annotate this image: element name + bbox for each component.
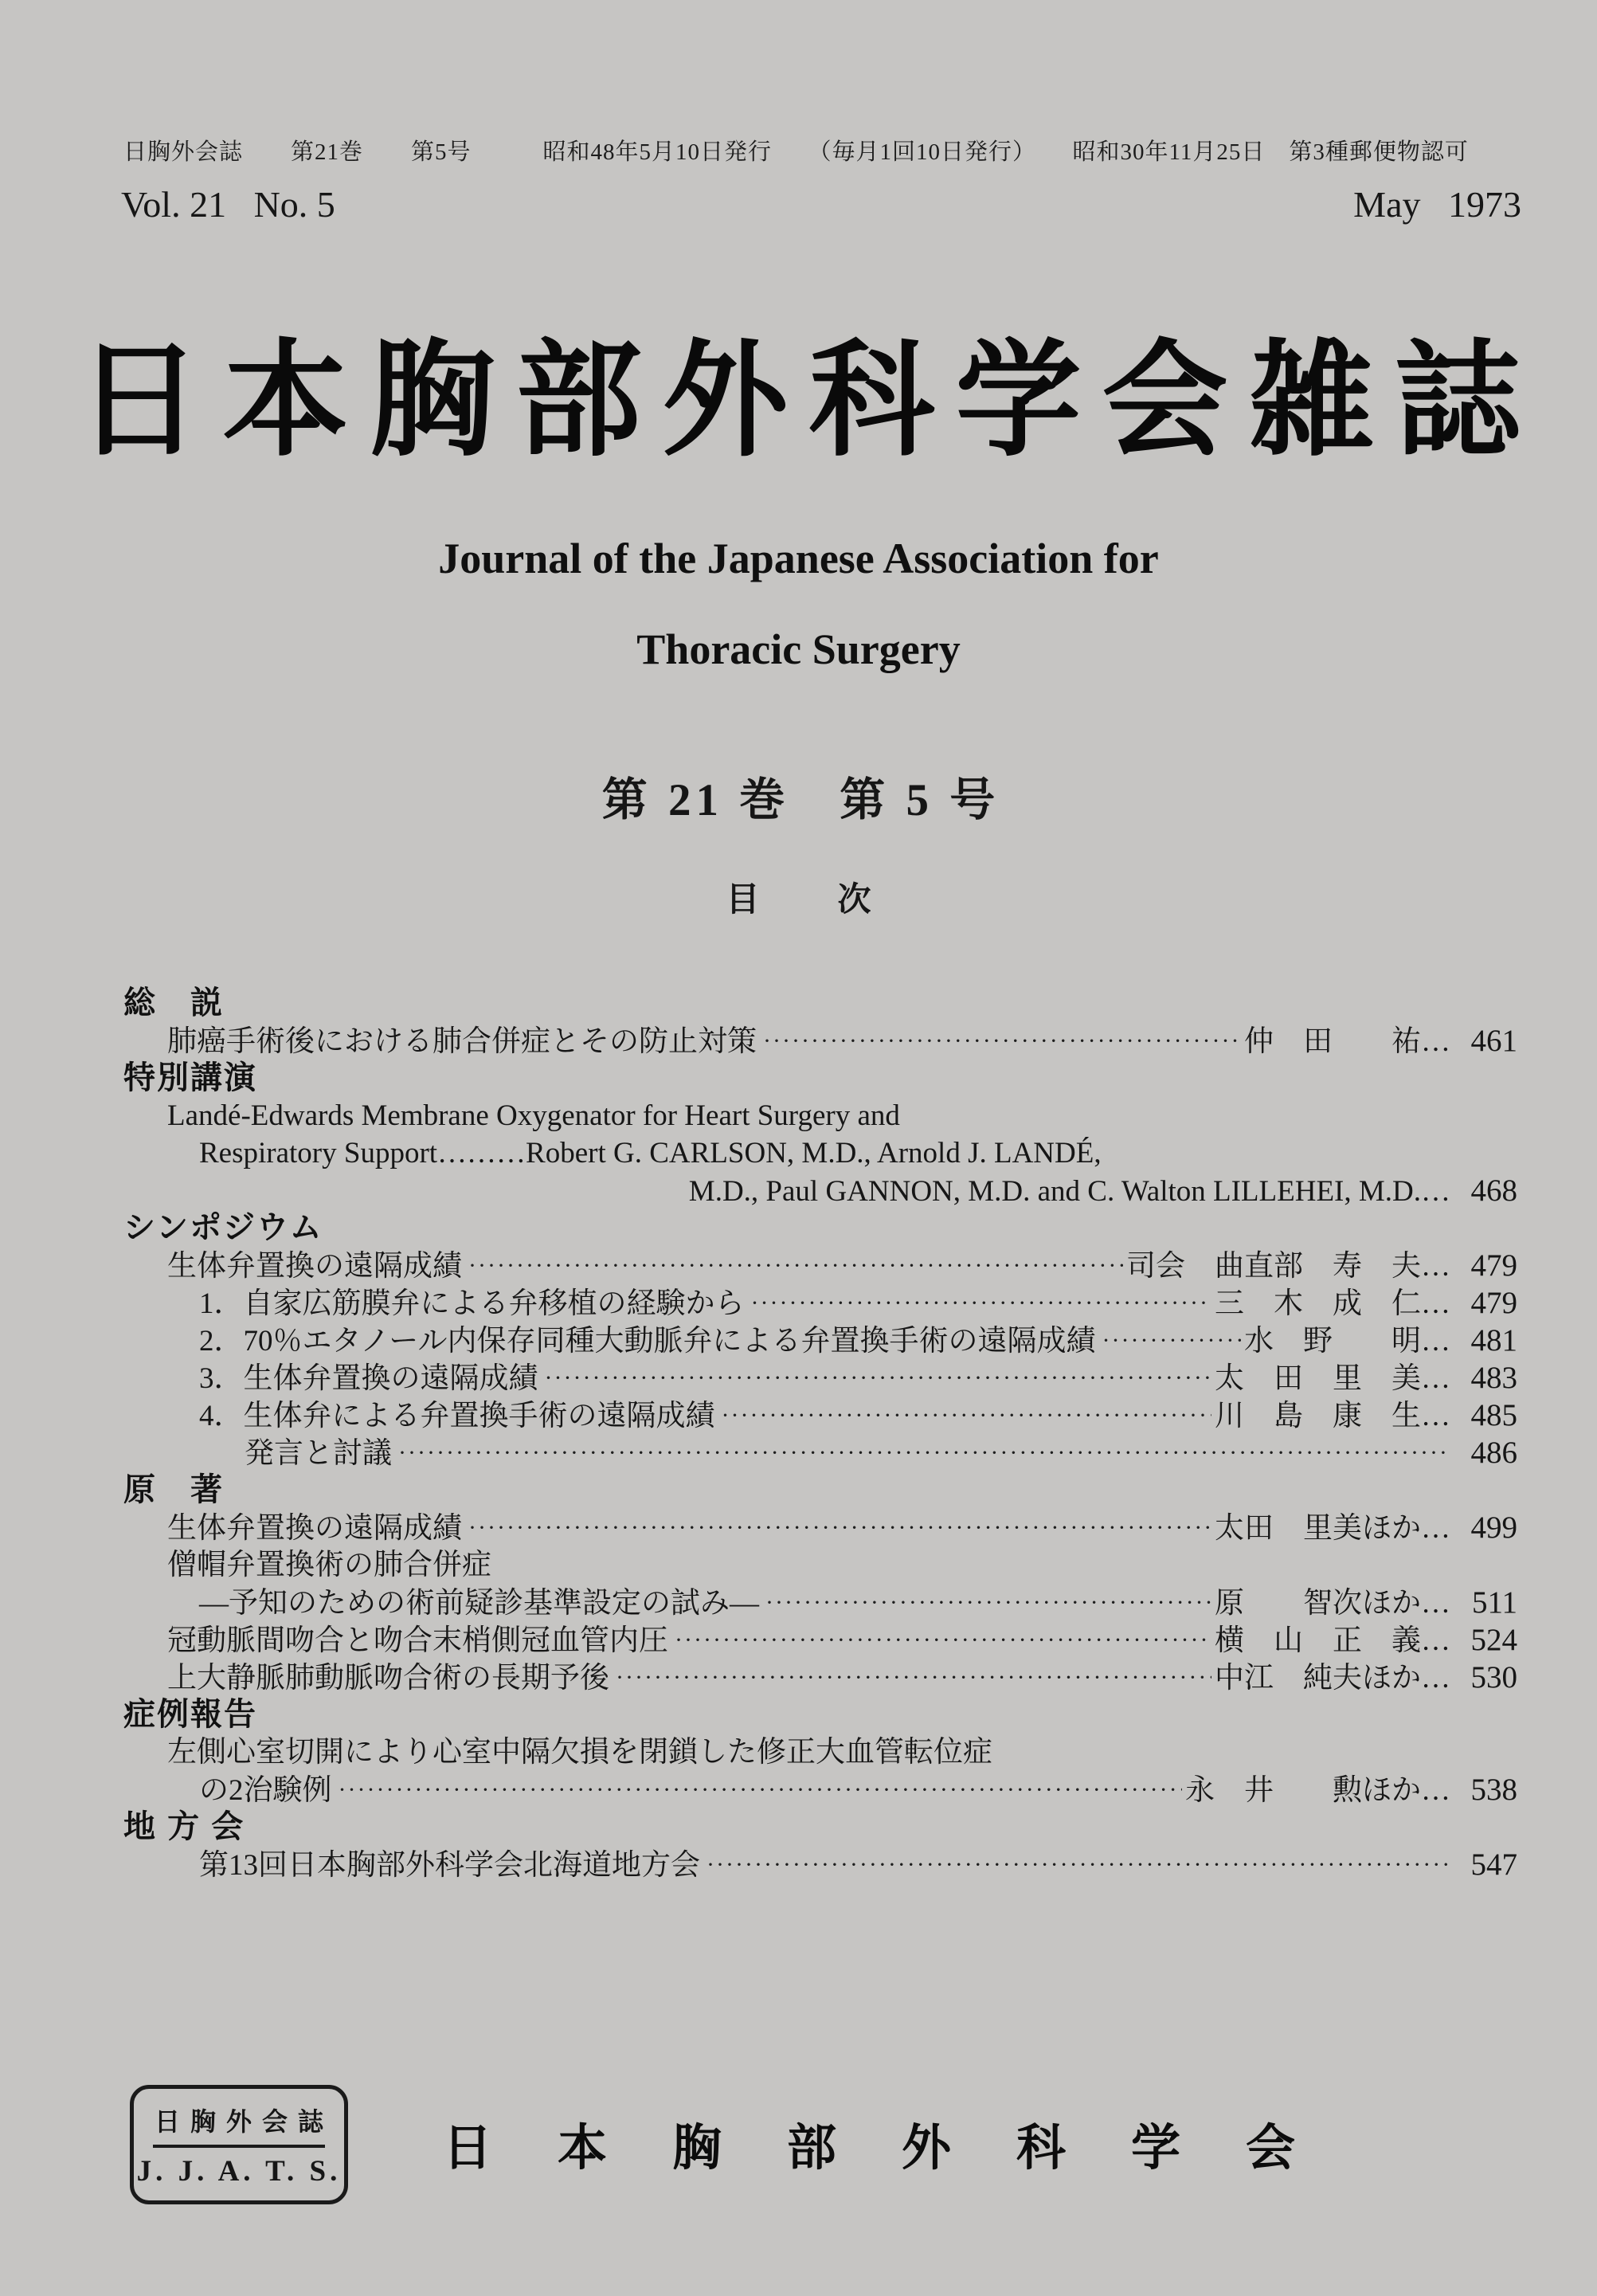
- toc-entry-title: の2治験例: [199, 1774, 332, 1807]
- toc-entry-page: 511: [1471, 1585, 1517, 1620]
- toc-entry: [123, 1134, 1517, 1172]
- toc-entry-title: 生体弁置換の遠隔成績: [167, 1512, 462, 1545]
- issue-date: May 1973: [1353, 184, 1521, 225]
- table-of-contents: [123, 985, 1517, 1883]
- toc-entry-page: 485: [1470, 1398, 1517, 1432]
- volume-number: Vol. 21 No. 5: [121, 184, 335, 225]
- toc-entry-page: 479: [1470, 1248, 1517, 1283]
- toc-entry-author: 司会 曲直部 寿 夫…: [1126, 1250, 1450, 1283]
- leader-dots: [722, 1397, 1212, 1434]
- toc-entry-author: 中江 純夫ほか…: [1215, 1662, 1450, 1695]
- toc-entry: [123, 1359, 1517, 1397]
- toc-entry-title: 発言と討議: [245, 1437, 392, 1470]
- toc-entry-title: 冠動脈間吻合と吻合末梢側冠血管内圧: [167, 1624, 668, 1657]
- toc-section: 症例報告: [123, 1697, 257, 1732]
- journal-title-japanese: 日本胸部外科学会雑誌: [76, 332, 1542, 472]
- toc-entry-page: 483: [1470, 1361, 1517, 1395]
- toc-entry-title: 上大静脈肺動脈吻合術の長期予後: [167, 1662, 609, 1695]
- toc-entry-page: 468: [1470, 1173, 1517, 1208]
- leader-dots: [616, 1659, 1211, 1696]
- toc-entry: [123, 1584, 1517, 1621]
- volume-date-line: [121, 183, 1521, 225]
- toc-entry-title: Landé-Edwards Membrane Oxygenator for Heart Surgery and: [167, 1099, 900, 1132]
- toc-entry-author: 水 野 明…: [1244, 1325, 1450, 1358]
- toc-entry: [123, 1546, 1517, 1584]
- toc-entry-author: 太 田 里 美…: [1215, 1362, 1450, 1395]
- toc-entry-title: 肺癌手術後における肺合併症とその防止対策: [167, 1025, 757, 1058]
- leader-dots: [763, 1022, 1241, 1060]
- toc-section: 特別講演: [123, 1060, 257, 1095]
- toc-entry-title: ―予知のための術前疑診基準設定の試み―: [199, 1587, 759, 1620]
- journal-title-english-line2: Thoracic Surgery: [636, 625, 961, 673]
- toc-entry-page: 486: [1470, 1436, 1517, 1470]
- toc-entry: [123, 1397, 1517, 1434]
- toc-entry: [123, 1846, 1517, 1883]
- toc-entry-title: 2．70％エタノール内保存同種大動脈弁による弁置換手術の遠隔成績: [199, 1325, 1096, 1358]
- toc-entry-page: 479: [1470, 1286, 1517, 1320]
- toc-entry: [123, 1659, 1517, 1696]
- toc-section: 総 説: [123, 985, 224, 1021]
- leader-dots: [468, 1509, 1211, 1546]
- toc-entry: [123, 1284, 1517, 1322]
- leader-dots: [751, 1284, 1212, 1322]
- toc-entry-title: 3．生体弁置換の遠隔成績: [199, 1362, 538, 1395]
- toc-entry: [123, 1097, 1517, 1134]
- toc-entry-title: 4．生体弁による弁置換手術の遠隔成績: [199, 1400, 715, 1432]
- toc-entry: [123, 1734, 1517, 1771]
- toc-entry-title: 左側心室切開により心室中隔欠損を閉鎖した修正大血管転位症: [167, 1736, 992, 1769]
- toc-entry-title: 第13回日本胸部外科学会北海道地方会: [199, 1849, 700, 1882]
- toc-entry-title: 僧帽弁置換術の肺合併症: [167, 1549, 491, 1581]
- toc-entry-page: 530: [1470, 1660, 1517, 1695]
- toc-entry-title: Respiratory Support………Robert G. CARLSON, M.D., Arnold J. LANDÉ,: [199, 1137, 1102, 1170]
- toc-entry-author: 永 井 勲ほか…: [1185, 1774, 1450, 1807]
- abbreviation-divider: [153, 2145, 325, 2148]
- toc-section: 原 著: [123, 1472, 224, 1507]
- leader-dots: [675, 1621, 1211, 1659]
- society-name: 日本胸部外科学会: [443, 2122, 1361, 2176]
- toc-entry: [123, 1434, 1517, 1471]
- leader-dots: [468, 1247, 1123, 1284]
- toc-entry: [123, 1621, 1517, 1659]
- toc-entry: [123, 1172, 1517, 1209]
- toc-entry-page: 481: [1470, 1323, 1517, 1358]
- toc-entry: [123, 1771, 1517, 1808]
- toc-entry-author: 横 山 正 義…: [1215, 1624, 1450, 1657]
- journal-abbreviation-box: [130, 2085, 348, 2204]
- toc-entry-author: 太田 里美ほか…: [1215, 1512, 1450, 1545]
- abbreviation-japanese: 日胸外会誌: [154, 2106, 334, 2136]
- toc-entry-page: 538: [1470, 1773, 1517, 1807]
- toc-section: 地 方 会: [123, 1809, 245, 1844]
- toc-entry-page: 524: [1470, 1623, 1517, 1657]
- toc-entry: [123, 1322, 1517, 1359]
- toc-entry: [123, 1509, 1517, 1546]
- toc-entry: [123, 1247, 1517, 1284]
- toc-section: シンポジウム: [123, 1210, 323, 1245]
- journal-title-english-line1: Journal of the Japanese Association for: [438, 535, 1159, 582]
- leader-dots: [1102, 1322, 1241, 1359]
- toc-entry-page: 547: [1470, 1847, 1517, 1882]
- toc-entry-author: 原 智次ほか…: [1215, 1587, 1450, 1620]
- publication-info-line: 日胸外会誌 第21巻 第5号 昭和48年5月10日発行 （毎月1回10日発行） 昭和30年11月25日 第3種郵便物認可: [123, 139, 1469, 165]
- toc-entry-title: M.D., Paul GANNON, M.D. and C. Walton LILLEHEI, M.D.…: [688, 1175, 1450, 1208]
- toc-entry-title: 生体弁置換の遠隔成績: [167, 1250, 462, 1283]
- leader-dots: [398, 1434, 1447, 1471]
- leader-dots: [707, 1846, 1447, 1883]
- abbreviation-english: J. J. A. T. S.: [136, 2154, 342, 2188]
- toc-entry-page: 461: [1470, 1024, 1517, 1058]
- toc-entry-page: 499: [1470, 1510, 1517, 1545]
- leader-dots: [339, 1771, 1183, 1808]
- toc-entry-author: 川 島 康 生…: [1215, 1400, 1450, 1432]
- toc-entry-title: 1．自家広筋膜弁による弁移植の経験から: [199, 1287, 745, 1320]
- leader-dots: [545, 1359, 1212, 1397]
- toc-heading: 目 次: [726, 880, 894, 918]
- toc-entry-author: 三 木 成 仁…: [1215, 1287, 1450, 1320]
- leader-dots: [765, 1584, 1211, 1621]
- toc-entry-author: 仲 田 祐…: [1244, 1025, 1450, 1058]
- issue-label: 第 21 巻 第 5 号: [601, 775, 1000, 825]
- toc-entry: [123, 1022, 1517, 1060]
